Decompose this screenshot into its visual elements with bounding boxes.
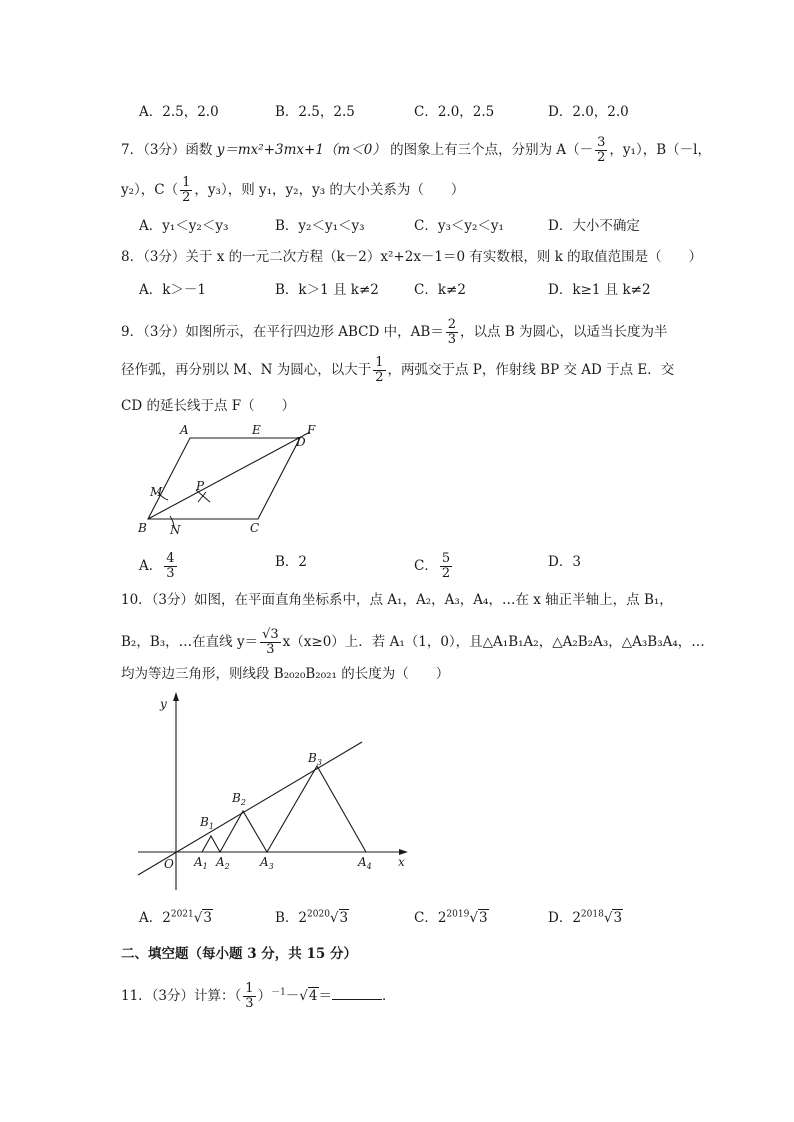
fig10-a3: $A_3$	[260, 855, 274, 871]
q10-option-d[interactable]: D．$2^{2018}√3$	[548, 909, 623, 926]
q9-text-d: ，两弧交于点 P，作射线 BP 交 AD 于点 E．交	[387, 362, 675, 378]
q7-question: ，y₃），则 y₁，y₂，y₃ 的大小关系为（ ）	[194, 182, 465, 198]
q8-option-b[interactable]: B．k＞1 且 k≠2	[275, 282, 379, 298]
parallelogram-figure	[130, 418, 330, 540]
q10-option-c[interactable]: C．$2^{2019}√3$	[414, 909, 488, 926]
fig9-label-n: N	[170, 523, 181, 537]
q9-text-a: 9．（3分）如图所示，在平行四边形 ABCD 中，AB＝	[121, 324, 444, 340]
fig10-b2: $B_2$	[232, 791, 246, 807]
q11-answer-blank[interactable]	[332, 985, 382, 1000]
q9-text-b: ，以点 B 为圆心，以适当长度为半	[460, 324, 668, 340]
fig10-axis-x: x	[398, 855, 405, 869]
q10-option-b[interactable]: B．$2^{2020}√3$	[275, 909, 349, 926]
section-heading-fill-in: 二、填空题（每小题 3 分，共 15 分）	[121, 946, 357, 962]
q7-point-b: ，y₁），B（－l，	[609, 142, 711, 158]
q10-stem-line2	[121, 628, 705, 657]
q7-point-a: A（－	[556, 142, 594, 158]
q9-stem-line3: CD 的延长线于点 F（ ）	[121, 398, 296, 414]
q9-option-b[interactable]: B．2	[275, 554, 308, 570]
fig9-label-d: D	[296, 435, 306, 449]
q10-text-b: x（x≥0）上．若 A₁（1，0），且△A₁B₁A₂，△A₂B₂A₃，△A₃B₃A₄，…	[282, 634, 705, 650]
q8-option-c[interactable]: C．k≠2	[414, 282, 466, 298]
q9-text-c: 径作弧，再分别以 M、N 为圆心，以大于	[121, 362, 372, 378]
q6-option-c[interactable]: C．2.0，2.5	[414, 104, 495, 120]
q11-stem: 11．（3分）计算：（ $\frac{1}{3}$ ）$^{-1}$－√4＝ ．	[121, 981, 396, 1011]
coordinate-figure	[130, 690, 420, 895]
q10-text-a: B₂，B₃，…在直线 y＝	[121, 634, 259, 650]
q10-option-a[interactable]: A．$2^{2021}√3$	[139, 909, 212, 926]
fig9-label-p: P	[196, 479, 205, 493]
q8-option-a[interactable]: A．k＞－1	[139, 282, 207, 298]
fig10-a1: $A_1$	[194, 855, 208, 871]
q7-option-a[interactable]: A．y₁＜y₂＜y₃	[139, 218, 229, 234]
q9-option-d[interactable]: D．3	[548, 554, 581, 570]
q10-slope-fraction: $\frac{√3}{3}$	[262, 627, 279, 657]
q9-option-c[interactable]: C． $\frac{5}{2}$	[414, 551, 451, 581]
q7-option-c[interactable]: C．y₃＜y₂＜y₁	[414, 218, 504, 234]
fig10-b3: $B_3$	[308, 751, 322, 767]
q7-fraction-a: $\frac{3}{2}$	[597, 135, 606, 165]
fig9-label-e: E	[252, 423, 261, 437]
q8-option-d[interactable]: D．k≥1 且 k≠2	[548, 282, 651, 298]
q9-option-a[interactable]: A． $\frac{4}{3}$	[139, 551, 175, 581]
q9-fraction-half: $\frac{1}{2}$	[375, 355, 384, 385]
q9-fraction-ab: $\frac{2}{3}$	[447, 317, 457, 347]
q9-stem-line1	[121, 318, 668, 347]
q7-stem-line2	[121, 176, 464, 205]
q7-number: 7．（3分）函数	[121, 142, 213, 158]
fig10-a2: $A_2$	[216, 855, 230, 871]
q7-point-c: y₂），C（	[121, 182, 179, 198]
fig9-label-b: B	[138, 521, 147, 535]
q7-option-d[interactable]: D．大小不确定	[548, 218, 640, 234]
q10-stem-line3: 均为等边三角形，则线段 B₂₀₂₀B₂₀₂₁ 的长度为（ ）	[121, 666, 450, 682]
q6-option-d[interactable]: D．2.0，2.0	[548, 104, 629, 120]
q8-stem: 8．（3分）关于 x 的一元二次方程（k－2）x²+2x－1＝0 有实数根，则 k 的取值范围是（ ）	[121, 249, 703, 265]
q7-text: 的图象上有三个点，分别为	[390, 142, 553, 158]
fig9-label-c: C	[250, 521, 260, 535]
q6-option-b[interactable]: B．2.5，2.5	[275, 104, 355, 120]
q9-stem-line2	[121, 356, 674, 385]
q10-stem-line1: 10．（3分）如图，在平面直角坐标系中，点 A₁，A₂，A₃，A₄，…在 x 轴正半轴上，点 B₁，	[121, 592, 673, 608]
q7-function: y＝mx²+3mx+1（m＜0）	[216, 142, 386, 158]
q6-option-a[interactable]: A．2.5，2.0	[139, 104, 219, 120]
fig9-label-a: A	[180, 423, 189, 437]
q7-option-b[interactable]: B．y₂＜y₁＜y₃	[275, 218, 365, 234]
fig10-origin: O	[164, 857, 174, 871]
fig10-a4: $A_4$	[358, 855, 372, 871]
q7-stem-line1	[121, 136, 711, 165]
fig10-axis-y: y	[160, 697, 167, 711]
fig10-b1: $B_1$	[200, 815, 214, 831]
fig9-label-m: M	[150, 485, 163, 499]
fig9-label-f: F	[307, 423, 316, 437]
q7-fraction-c: $\frac{1}{2}$	[182, 175, 191, 205]
